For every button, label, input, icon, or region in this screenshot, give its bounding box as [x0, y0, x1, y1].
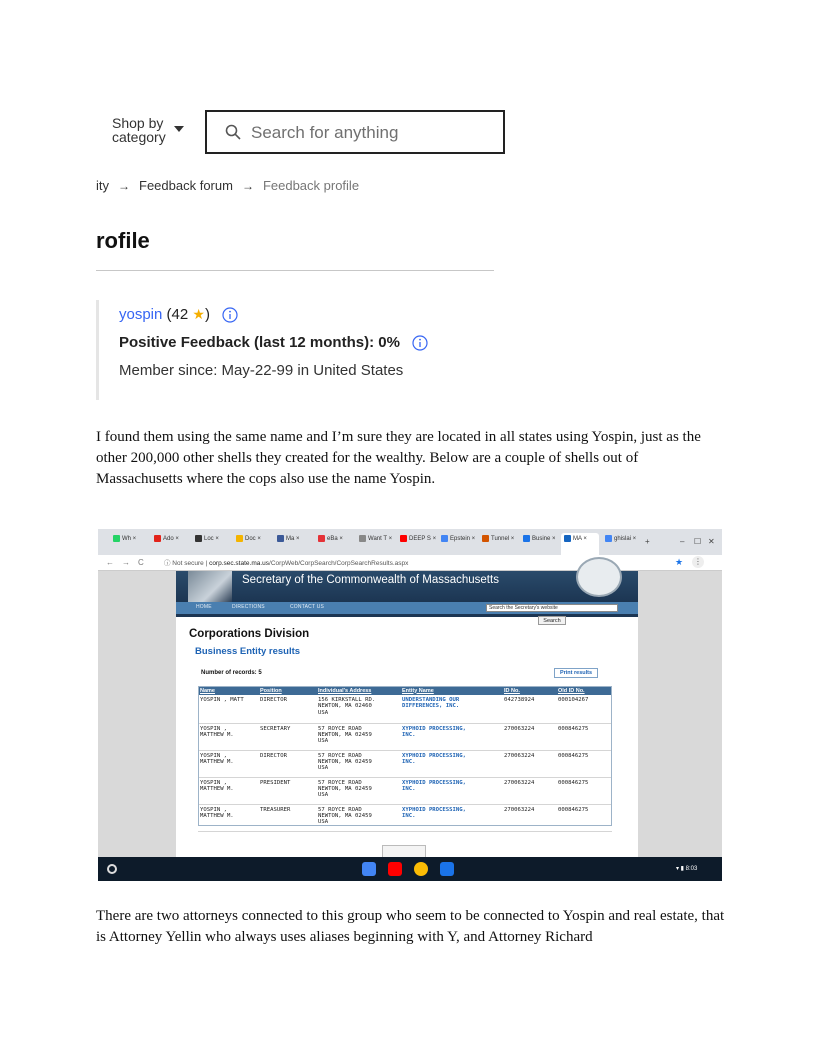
new-tab-button[interactable]: +: [645, 537, 650, 546]
cell-name-line: MATTHEW M.: [200, 812, 234, 819]
cell-entity-link-line: XYPHOID PROCESSING,: [402, 779, 466, 786]
tab-favicon-icon: [605, 535, 612, 542]
table-row: [198, 723, 612, 750]
col-name[interactable]: Name: [198, 686, 258, 695]
tab-label: Ma: [286, 536, 295, 543]
minimize-icon[interactable]: –: [680, 537, 685, 546]
cell-id-line: 270063224: [504, 752, 535, 759]
cell-address: [316, 695, 400, 723]
url-host: corp.sec.state.ma.us: [209, 560, 270, 567]
tab-label: Epstein: [450, 536, 471, 543]
results-table-body: [198, 695, 612, 831]
tab-close-icon[interactable]: ×: [337, 536, 343, 543]
tab-label: Wh: [122, 536, 131, 543]
browser-tab[interactable]: [561, 533, 599, 555]
tab-close-icon[interactable]: ×: [213, 536, 219, 543]
tab-close-icon[interactable]: ×: [173, 536, 179, 543]
cell-address: [316, 750, 400, 777]
cell-entity-link[interactable]: [400, 723, 502, 750]
category-label: category: [112, 129, 166, 145]
sec-header: [176, 571, 638, 602]
cell-name: [198, 804, 258, 831]
header-band: [176, 614, 638, 617]
table-row: [198, 750, 612, 777]
cell-address-line: NEWTON, MA 02460: [318, 703, 372, 710]
cell-old-id: [556, 777, 612, 804]
cell-entity-link-line: INC.: [402, 785, 416, 792]
cell-id-line: 270063224: [504, 725, 535, 732]
reload-icon[interactable]: C: [138, 558, 144, 567]
not-secure-label: ⓘ Not secure: [164, 560, 204, 567]
tab-label: Want T: [368, 536, 387, 543]
cell-address-line: 57 ROYCE ROAD: [318, 725, 362, 732]
cell-entity-link[interactable]: [400, 804, 502, 831]
search-icon: [225, 124, 241, 140]
cell-address-line: USA: [318, 765, 329, 772]
tab-label: eBa: [327, 536, 338, 543]
info-icon[interactable]: [222, 307, 238, 323]
tab-label: Tunnel: [491, 536, 510, 543]
browser-tab[interactable]: [479, 535, 517, 552]
feedback-score-open: (42: [166, 306, 189, 323]
site-search-input[interactable]: Search the Secretary's website: [486, 604, 618, 612]
cell-address-line: 156 KIRKSTALL RD.: [318, 697, 376, 703]
cell-entity-link-line: XYPHOID PROCESSING,: [402, 752, 466, 759]
positive-feedback-line: [119, 334, 428, 351]
cell-id-line: 270063224: [504, 779, 535, 786]
address-bar: [98, 555, 722, 571]
cell-name: [198, 695, 258, 723]
bookmark-star-icon[interactable]: ★: [675, 557, 684, 567]
cell-id: [502, 804, 556, 831]
shop-by-category-button[interactable]: [112, 116, 166, 144]
username-link[interactable]: yospin: [119, 306, 163, 323]
browser-tab[interactable]: [520, 535, 558, 552]
browser-tab[interactable]: [233, 535, 271, 552]
cell-address-line: NEWTON, MA 02459: [318, 785, 372, 792]
cell-address-line: NEWTON, MA 02459: [318, 758, 372, 765]
browser-screenshot: [98, 529, 722, 881]
tab-favicon-icon: [482, 535, 489, 542]
table-row: [198, 777, 612, 804]
shop-by-label: Shop by: [112, 115, 164, 131]
cell-address-line: USA: [318, 738, 329, 745]
browser-tab[interactable]: [356, 535, 394, 552]
tab-close-icon[interactable]: ×: [470, 536, 476, 543]
cell-address-line: NEWTON, MA 02459: [318, 812, 372, 819]
cell-name: [198, 777, 258, 804]
cell-entity-link[interactable]: [400, 695, 502, 723]
browser-tab[interactable]: [602, 535, 640, 552]
youtube-icon[interactable]: [388, 862, 402, 876]
cell-name-line: YOSPIN ,: [200, 725, 227, 732]
table-row: [198, 804, 612, 831]
cell-old-id-line: 000846275: [558, 779, 589, 786]
tab-label: Loc: [204, 536, 214, 543]
cell-old-id: [556, 804, 612, 831]
cell-old-id-line: 000846275: [558, 752, 589, 759]
browser-tab[interactable]: [274, 535, 312, 552]
url-path: /CorpWeb/CorpSearch/CorpSearchResults.aspx: [269, 560, 409, 567]
cell-address-line: 57 ROYCE ROAD: [318, 806, 362, 813]
cell-old-id-line: 000846275: [558, 725, 589, 732]
cell-position-line: TREASURER: [260, 806, 291, 813]
tab-favicon-icon: [441, 535, 448, 542]
tab-favicon-icon: [318, 535, 325, 542]
divider: [96, 270, 494, 271]
positive-feedback-text: Positive Feedback (last 12 months): 0%: [119, 334, 400, 351]
cell-old-id: [556, 695, 612, 723]
search-placeholder: Search for anything: [251, 123, 399, 142]
col-position[interactable]: Position: [258, 686, 316, 695]
cell-id: [502, 695, 556, 723]
cell-old-id-line: 000104267: [558, 697, 589, 703]
tab-close-icon[interactable]: ×: [131, 536, 137, 543]
cell-position: [258, 723, 316, 750]
info-icon[interactable]: [412, 335, 428, 351]
site-nav: [176, 602, 638, 614]
browser-tab[interactable]: [110, 535, 148, 552]
cell-old-id-line: 000846275: [558, 806, 589, 813]
results-heading: Business Entity results: [195, 646, 301, 657]
ebay-feedback-screenshot: [96, 104, 496, 404]
cell-position: [258, 804, 316, 831]
tab-close-icon[interactable]: ×: [631, 536, 637, 543]
cell-name-line: MATTHEW M.: [200, 731, 234, 738]
cell-position: [258, 695, 316, 723]
chevron-down-icon[interactable]: [174, 126, 184, 132]
cell-entity-link-line: UNDERSTANDING OUR: [402, 697, 460, 703]
browser-tab[interactable]: [192, 535, 230, 552]
cell-name-line: YOSPIN , MATT: [200, 697, 244, 703]
browser-tab[interactable]: [315, 535, 353, 552]
division-title: Corporations Division: [189, 628, 310, 640]
breadcrumb-arrow-icon: →: [118, 179, 130, 193]
cell-entity-link-line: INC.: [402, 812, 416, 819]
cell-name-line: YOSPIN ,: [200, 779, 227, 786]
breadcrumb-item-feedback-profile: Feedback profile: [262, 178, 360, 193]
status-area[interactable]: ▾ ▮ 8:03: [676, 866, 698, 872]
tab-favicon-icon: [564, 535, 571, 542]
cell-id-line: 270063224: [504, 806, 535, 813]
files-icon[interactable]: [440, 862, 454, 876]
breadcrumb: [96, 178, 359, 193]
tab-favicon-icon: [400, 535, 407, 542]
cell-position-line: PRESIDENT: [260, 779, 291, 786]
tab-label: ghislai: [614, 536, 632, 543]
nav-directions[interactable]: DIRECTIONS: [232, 604, 265, 610]
menu-icon[interactable]: ⋮: [694, 557, 702, 566]
tab-label: DEEP S: [409, 536, 431, 543]
cell-address: [316, 804, 400, 831]
maximize-icon[interactable]: ☐: [694, 537, 702, 546]
tab-favicon-icon: [523, 535, 530, 542]
cell-entity-link[interactable]: [400, 750, 502, 777]
col-id[interactable]: ID No.: [502, 686, 556, 695]
url-field[interactable]: ⓘ Not secure | corp.sec.state.ma.us/CorpWeb/CorpSearch/CorpSearchResults.aspx: [164, 560, 409, 567]
tab-favicon-icon: [154, 535, 161, 542]
tab-favicon-icon: [113, 535, 120, 542]
cell-entity-link-line: INC.: [402, 758, 416, 765]
cell-id: [502, 750, 556, 777]
cell-name-line: MATTHEW M.: [200, 785, 234, 792]
feedback-summary-card: [96, 300, 496, 400]
search-input[interactable]: [205, 110, 505, 154]
tab-close-icon[interactable]: ×: [550, 536, 556, 543]
tab-close-icon[interactable]: ×: [509, 536, 515, 543]
cell-entity-link-line: XYPHOID PROCESSING,: [402, 806, 466, 813]
cell-address: [316, 777, 400, 804]
tab-close-icon[interactable]: ×: [386, 536, 393, 543]
col-address[interactable]: Individual's Address: [316, 686, 400, 695]
results-table: [198, 686, 612, 832]
tab-label: Doc: [245, 536, 256, 543]
col-old-id[interactable]: Old ID No.: [556, 686, 612, 695]
back-icon[interactable]: ←: [106, 558, 114, 567]
cell-position: [258, 777, 316, 804]
tab-close-icon[interactable]: ×: [430, 536, 437, 543]
site-search-button[interactable]: Search: [538, 616, 566, 625]
os-shelf: [98, 857, 722, 881]
cell-name-line: MATTHEW M.: [200, 758, 234, 765]
cell-address-line: USA: [318, 819, 329, 826]
cell-old-id: [556, 750, 612, 777]
page-bottom-control: [382, 845, 426, 857]
browser-tab[interactable]: [151, 535, 189, 552]
print-results-button[interactable]: Print results: [554, 668, 598, 678]
breadcrumb-item-feedback-forum[interactable]: Feedback forum: [139, 178, 233, 193]
cell-address-line: USA: [318, 792, 329, 799]
cell-address-line: 57 ROYCE ROAD: [318, 779, 362, 786]
browser-tab[interactable]: [438, 535, 476, 552]
cell-address-line: USA: [318, 709, 329, 716]
cell-id: [502, 723, 556, 750]
docs-icon[interactable]: [362, 862, 376, 876]
tab-favicon-icon: [277, 535, 284, 542]
cell-name: [198, 723, 258, 750]
cell-name: [198, 750, 258, 777]
cell-entity-link-line: DIFFERENCES, INC.: [402, 703, 460, 710]
cell-id: [502, 777, 556, 804]
record-count: Number of records: 5: [201, 670, 262, 676]
tab-label: Busine: [532, 536, 551, 543]
secretary-portrait: [188, 571, 232, 602]
close-icon[interactable]: ✕: [708, 537, 715, 546]
cell-position-line: SECRETARY: [260, 725, 291, 732]
launcher-icon[interactable]: [107, 864, 117, 874]
tab-close-icon[interactable]: ×: [255, 536, 261, 543]
tab-favicon-icon: [236, 535, 243, 542]
star-icon: ★: [192, 306, 205, 322]
sec-state-page: [176, 571, 638, 857]
chrome-icon[interactable]: [414, 862, 428, 876]
nav-home[interactable]: HOME: [196, 604, 212, 610]
cell-old-id: [556, 723, 612, 750]
cell-position-line: DIRECTOR: [260, 752, 287, 759]
tab-label: Ado: [163, 536, 174, 543]
cell-name-line: YOSPIN ,: [200, 752, 227, 759]
body-paragraph-2: There are two attorneys connected to this group who seem to be connected to Yospin and real estate, that is Attorney Yellin who always uses aliases beginning with Y, and Attorney Richard: [96, 908, 725, 945]
cell-entity-link-line: XYPHOID PROCESSING,: [402, 725, 466, 732]
tab-close-icon[interactable]: ×: [294, 536, 300, 543]
sec-header-title: Secretary of the Commonwealth of Massachusetts: [242, 574, 499, 586]
table-row: [198, 695, 612, 723]
cell-address-line: 57 ROYCE ROAD: [318, 752, 362, 759]
tab-close-icon[interactable]: ×: [581, 536, 587, 543]
state-seal-icon: [576, 557, 622, 597]
cell-entity-link-line: INC.: [402, 731, 416, 738]
feedback-score: [167, 306, 210, 323]
body-paragraph-1: I found them using the same name and I’m sure they are located in all states using Yospin, just as the other 200,000 other shells they created for the wealthy. Below are a couple of shells out of Massachusetts where the cops also use the name Yospin.: [96, 429, 701, 487]
page-title: rofile: [96, 228, 150, 253]
page-viewport: [98, 571, 722, 857]
tab-favicon-icon: [195, 535, 202, 542]
nav-contact-us[interactable]: CONTACT US: [290, 604, 325, 610]
user-line: [119, 306, 238, 323]
tab-label: MA: [573, 536, 582, 543]
clock: 8:03: [685, 866, 698, 872]
browser-tab[interactable]: [397, 535, 435, 552]
tab-favicon-icon: [359, 535, 366, 542]
cell-position-line: DIRECTOR: [260, 697, 287, 703]
cell-name-line: YOSPIN ,: [200, 806, 227, 813]
tab-strip: [98, 529, 722, 555]
cell-address: [316, 723, 400, 750]
table-header-row: [198, 686, 612, 695]
member-since: Member since: May-22-99 in United States: [119, 362, 404, 379]
breadcrumb-arrow-icon: →: [241, 179, 254, 193]
feedback-score-close: ): [204, 306, 210, 323]
cell-entity-link[interactable]: [400, 777, 502, 804]
col-entity[interactable]: Entity Name: [400, 686, 502, 695]
cell-address-line: NEWTON, MA 02459: [318, 731, 372, 738]
cell-position: [258, 750, 316, 777]
cell-id-line: 042738924: [504, 697, 535, 703]
forward-icon[interactable]: →: [122, 558, 130, 567]
breadcrumb-item-community[interactable]: ity: [96, 178, 109, 193]
